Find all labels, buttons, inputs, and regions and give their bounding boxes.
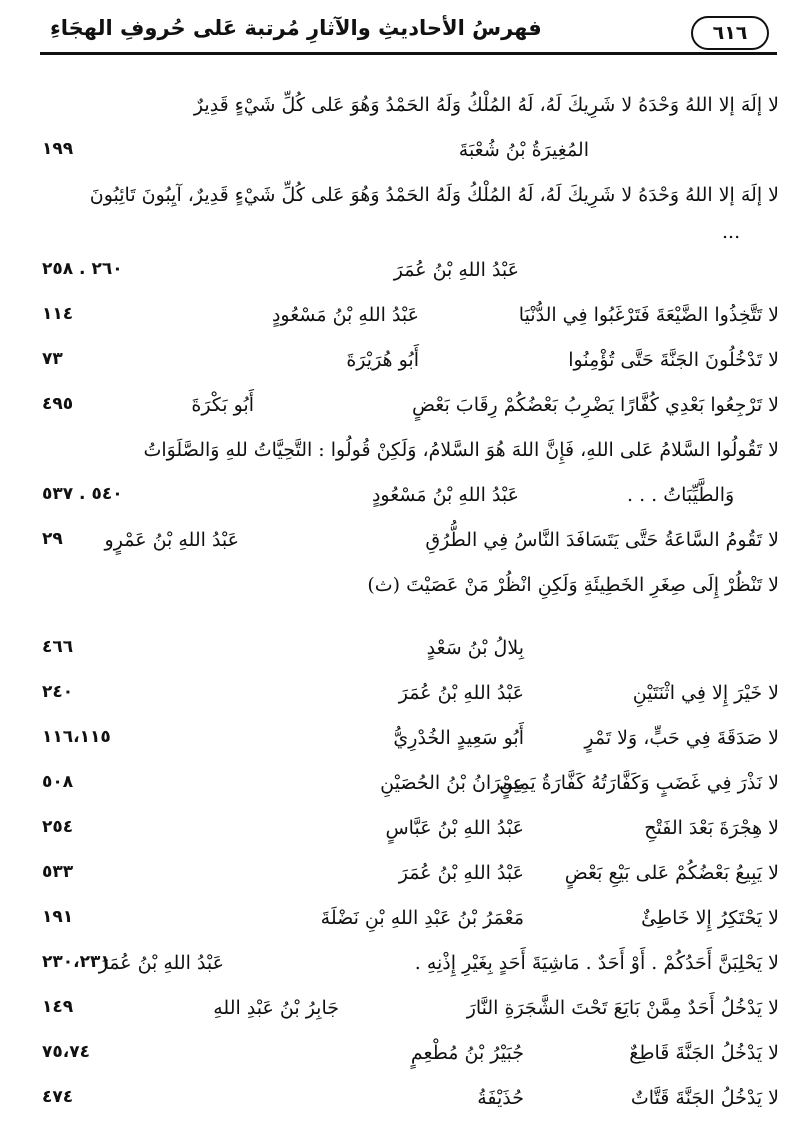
narrator-name: أَبُو بَكْرَةَ [191,394,254,416]
narrator-name: عَبْدُ اللهِ بْنُ عَبَّاسٍ [385,817,524,839]
entry-row [42,223,779,253]
spacer [42,613,779,631]
entry-row [42,721,779,766]
page-number: ٦١٦ [691,16,769,50]
hadith-continuation: ... [722,221,741,243]
hadith-text: لا إلَهَ إلا اللهُ وَحْدَهُ لا شَرِيكَ لَهُ، لَهُ المُلْكُ وَلَهُ الحَمْدُ وَهُوَ عَلى كُلِّ شَيْءٍ قَدِيرٌ [193,94,779,116]
hadith-text: لا تَدْخُلُونَ الجَنَّةَ حَتَّى تُؤْمِنُوا [568,349,779,371]
page-refs: ١١٤ [42,304,74,324]
narrator-name: عِمْرَانُ بْنُ الحُصَيْنِ [380,772,524,794]
entry-row [42,388,779,433]
hadith-text: لا تَقُولُوا السَّلامُ عَلى اللهِ، فَإِنَّ اللهَ هُوَ السَّلامُ، وَلَكِنْ قُولُوا : التَّحِيَّاتُ للهِ وَالصَّلَوَاتُ [143,439,779,461]
entry-row [42,1036,779,1081]
hadith-text: لا يَدْخُلُ أَحَدٌ مِمَّنْ بَايَعَ تَحْتَ الشَّجَرَةِ النَّارَ [466,997,779,1019]
page-refs: ٥٤٠ . ٥٣٧ [42,484,123,504]
page-refs: ٢٥٤ [42,817,74,837]
narrator-name: جُبَيْرُ بْنُ مُطْعِمٍ [410,1042,524,1064]
narrator-name: عَبْدُ اللهِ بْنُ عُمَرَ [398,862,524,884]
narrator-name: أَبُو سَعِيدٍ الخُدْرِيُّ [393,727,524,749]
page-refs: ١١٦،١١٥ [42,727,111,747]
page-refs: ٤٦٦ [42,637,74,657]
entry-row [42,478,779,523]
entry-row [42,811,779,856]
entry-row [42,133,779,178]
page-title: فهرسُ الأحاديثِ والآثارِ مُرتبة عَلى حُروفِ الهجَاءِ [50,16,542,40]
hadith-text: لا يَدْخُلُ الجَنَّةَ قَتَّاتٌ [630,1087,779,1109]
page-refs: ٢٦٠ . ٢٥٨ [42,259,123,279]
narrator-name: عَبْدُ اللهِ بْنُ عُمَرَ [98,952,224,974]
page-refs: ٢٤٠ [42,682,74,702]
entry-row [42,1081,779,1126]
page-refs: ١٩٩ [42,139,74,159]
hadith-text: لا تَرْجِعُوا بَعْدِي كُفَّارًا يَضْرِبُ بَعْضُكُمْ رِقَابَ بَعْضٍ [412,394,779,416]
entry-row [42,178,779,223]
narrator-name: عَبْدُ اللهِ بْنُ عَمْرٍو [104,529,239,551]
hadith-text: لا خَيْرَ إِلا فِي اثْنَتَيْنِ [632,682,779,704]
hadith-text: لا تَقُومُ السَّاعَةُ حَتَّى يَتَسَافَدَ النَّاسُ فِي الطُّرُقِ [425,529,779,551]
page-refs: ٥٣٣ [42,862,74,882]
entry-row [42,766,779,811]
entry-row [42,298,779,343]
hadith-text: لا تَتَّخِذُوا الضَّيْعَةَ فَتَرْغَبُوا فِي الدُّنْيَا [518,304,779,326]
page-refs: ٢٩ [42,529,63,549]
header-rule [40,52,777,55]
narrator-name: بِلالُ بْنُ سَعْدٍ [426,637,524,659]
hadith-text: لا نَذْرَ فِي غَضَبٍ وَكَفَّارَتُهُ كَفَّارَةُ يَمِينٍ [499,772,779,794]
page-refs: ٧٥،٧٤ [42,1042,90,1062]
page-refs: ٧٣ [42,349,63,369]
narrator-name: جَابِرُ بْنُ عَبْدِ اللهِ [213,997,339,1019]
page-refs: ١٩١ [42,907,74,927]
entry-row [42,343,779,388]
page-header [40,14,777,58]
entry-row [42,568,779,613]
entry-row [42,856,779,901]
entry-row [42,631,779,676]
page-refs: ٥٠٨ [42,772,74,792]
page-refs: ١٤٩ [42,997,74,1017]
hadith-text: لا يَدْخُلُ الجَنَّةَ قَاطِعٌ [629,1042,779,1064]
entry-row [42,946,779,991]
hadith-continuation: وَالطَّيِّبَاتُ . . . [627,484,735,506]
narrator-name: حُذَيْفَةُ [477,1087,524,1109]
narrator-name: المُغِيرَةُ بْنُ شُعْبَةَ [458,139,589,161]
narrator-name: مَعْمَرُ بْنُ عَبْدِ اللهِ بْنِ نَضْلَةَ [320,907,524,929]
entry-row [42,523,779,568]
entry-row [42,991,779,1036]
hadith-text: لا صَدَقَةَ فِي حَبٍّ، وَلا تَمْرٍ [584,727,779,749]
page-refs: ٢٣٠،٢٣١ [42,952,111,972]
entry-row [42,676,779,721]
hadith-text: لا هِجْرَةَ بَعْدَ الفَتْحِ [644,817,779,839]
entry-row [42,901,779,946]
page-refs: ٤٩٥ [42,394,74,414]
entry-row [42,253,779,298]
index-entries [42,88,779,1126]
page-refs: ٤٧٤ [42,1087,74,1107]
narrator-name: عَبْدُ اللهِ بْنُ مَسْعُودٍ [271,304,419,326]
entry-row [42,88,779,133]
hadith-text: لا يَحْلِبَنَّ أَحَدُكُمْ . أَوْ أَحَدٌ . مَاشِيَةَ أَحَدٍ بِغَيْرِ إِذْنِهِ . [414,952,779,974]
hadith-text: لا إلَهَ إلا اللهُ وَحْدَهُ لا شَرِيكَ لَهُ، لَهُ المُلْكُ وَلَهُ الحَمْدُ وَهُوَ عَلى كُلِّ شَيْءٍ قَدِيرٌ، آيِبُونَ تَائِبُونَ [89,184,779,206]
hadith-text: لا يَبِيعُ بَعْضُكُمْ عَلى بَيْعِ بَعْضٍ [564,862,779,884]
entry-row [42,433,779,478]
narrator-name: أَبُو هُرَيْرَةَ [346,349,419,371]
narrator-name: عَبْدُ اللهِ بْنُ عُمَرَ [398,682,524,704]
hadith-text: لا يَحْتَكِرُ إِلا خَاطِئٌ [641,907,779,929]
narrator-name: عَبْدُ اللهِ بْنُ عُمَرَ [393,259,519,281]
narrator-name: عَبْدُ اللهِ بْنُ مَسْعُودٍ [371,484,519,506]
hadith-text: لا تَنْظُرْ إِلَى صِغَرِ الخَطِيئَةِ وَلَكِنِ انْظُرْ مَنْ عَصَيْتَ (ث) [367,574,779,596]
